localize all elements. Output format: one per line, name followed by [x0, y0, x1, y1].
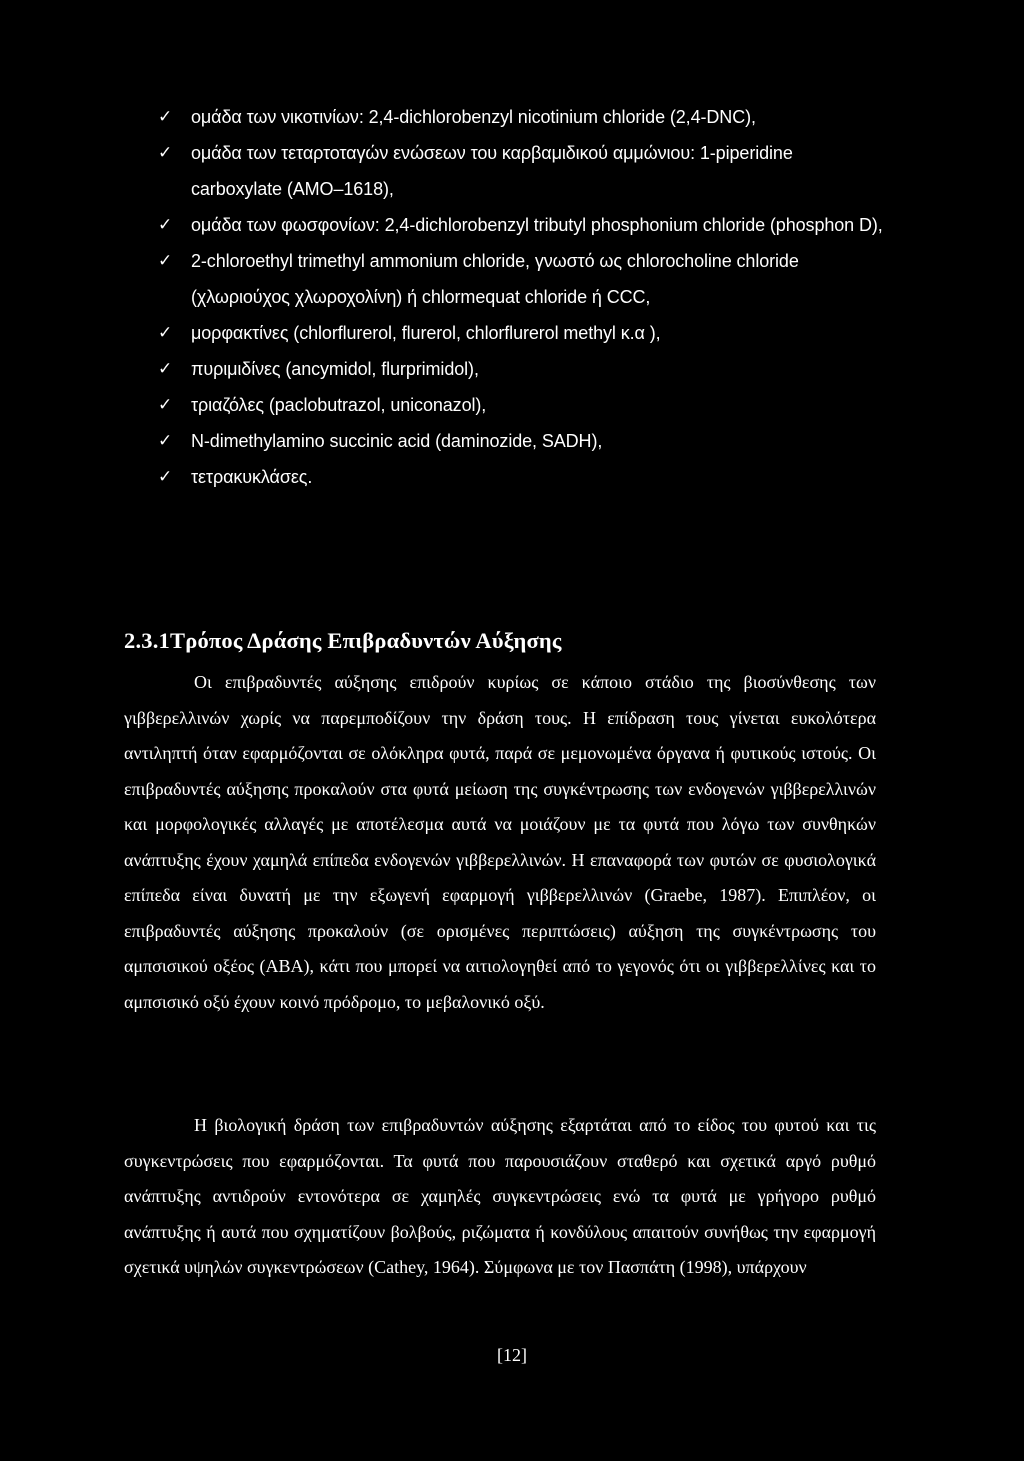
checkmark-icon: ✓ [158, 431, 173, 450]
list-item-text: ομάδα των νικοτινίων: 2,4-dichlorobenzyl nicotinium chloride (2,4-DNC), [191, 107, 756, 127]
list-item-text: 2-chloroethyl trimethyl ammonium chloride, γνωστό ως chlorocholine chloride (χλωριούχος χλωροχολίνη) ή chlormequat chloride ή CCC, [191, 251, 799, 307]
list-item-text: τριαζόλες (paclobutrazol, uniconazol), [191, 395, 487, 415]
list-item-text: N-dimethylamino succinic acid (daminozide, SADH), [191, 431, 603, 451]
checkmark-icon: ✓ [158, 359, 173, 378]
checkmark-icon: ✓ [158, 395, 173, 414]
paragraph-text: Οι επιβραδυντές αύξησης επιδρούν κυρίως σε κάποιο στάδιο της βιοσύνθεσης των γιββερελλινών χωρίς να παρεμποδίζουν την δράση τους. Η επίδραση τους γίνεται ευκολότερα αντιληπτή όταν εφαρμόζονται σε ολόκληρα φυτά, παρά σε μεμονωμένα όργανα ή φυτικούς ιστούς. Οι επιβραδυντές αύξησης προκαλούν στα φυτά μείωση της συγκέντρωσης των ενδογενών γιββερελλινών και μορφολογικές αλλαγές με αποτέλεσμα αυτά να μοιάζουν με τα φυτά που λόγω των συνθηκών ανάπτυξης έχουν χαμηλά επίπεδα ενδογενών γιββερελλινών. Η επαναφορά των φυτών σε φυσιολογικά επίπεδα είναι δυνατή με την εξωγενή εφαρμογή γιββερελλινών (Graebe, 1987). Επιπλέον, οι επιβραδυντές αύξησης προκαλούν (σε ορισμένες περιπτώσεις) αύξηση της συγκέντρωσης του αμπσισικού οξέος (ABA), κάτι που μπορεί να αιτιολογηθεί από το γεγονός ότι οι γιββερελλίνες και το αμπσισικό οξύ έχουν κοινό πρόδρομο, το μεβαλονικό οξύ. [124, 672, 876, 1012]
checkmark-icon: ✓ [158, 467, 173, 486]
page-number: [12] [497, 1345, 527, 1365]
checkmark-icon: ✓ [158, 107, 173, 126]
list-item [158, 315, 888, 351]
checkmark-icon: ✓ [158, 143, 173, 162]
list-item [158, 351, 888, 387]
list-item-text: ομάδα των φωσφονίων: 2,4-dichlorobenzyl tributyl phosphonium chloride (phosphon D), [191, 215, 883, 235]
list-item [158, 99, 888, 135]
list-item-text: ομάδα των τεταρτοταγών ενώσεων του καρβαμιδικού αμμώνιου: 1-piperidine carboxylate (AMO–1618), [191, 143, 793, 199]
list-item [158, 207, 888, 243]
list-item [158, 459, 888, 495]
checkmark-icon: ✓ [158, 251, 173, 270]
body-paragraph [124, 1108, 876, 1286]
list-item-text: τετρακυκλάσες. [191, 467, 313, 487]
list-item [158, 243, 888, 315]
list-item [158, 135, 888, 207]
list-item [158, 387, 888, 423]
paragraph-text: Η βιολογική δράση των επιβραδυντών αύξησης εξαρτάται από το είδος του φυτού και τις συγκεντρώσεις που εφαρμόζονται. Τα φυτά που παρουσιάζουν σταθερό και σχετικά αργό ρυθμό ανάπτυξης αντιδρούν εντονότερα σε χαμηλές συγκεντρώσεις ενώ τα φυτά με γρήγορο ρυθμό ανάπτυξης ή αυτά που σχηματίζουν βολβούς, ριζώματα ή κονδύλους απαιτούν συνήθως την εφαρμογή σχετικά υψηλών συγκεντρώσεων (Cathey, 1964). Σύμφωνα με τον Πασπάτη (1998), υπάρχουν [124, 1115, 876, 1277]
list-item [158, 423, 888, 459]
checkmark-icon: ✓ [158, 323, 173, 342]
list-item-text: πυριμιδίνες (ancymidol, flurprimidol), [191, 359, 479, 379]
bullet-list [158, 99, 888, 495]
checkmark-icon: ✓ [158, 215, 173, 234]
section-heading: 2.3.1Τρόπος Δράσης Επιβραδυντών Αύξησης [124, 627, 562, 653]
body-paragraph [124, 665, 876, 1020]
list-item-text: μορφακτίνες (chlorflurerol, flurerol, chlorflurerol methyl κ.α ), [191, 323, 661, 343]
